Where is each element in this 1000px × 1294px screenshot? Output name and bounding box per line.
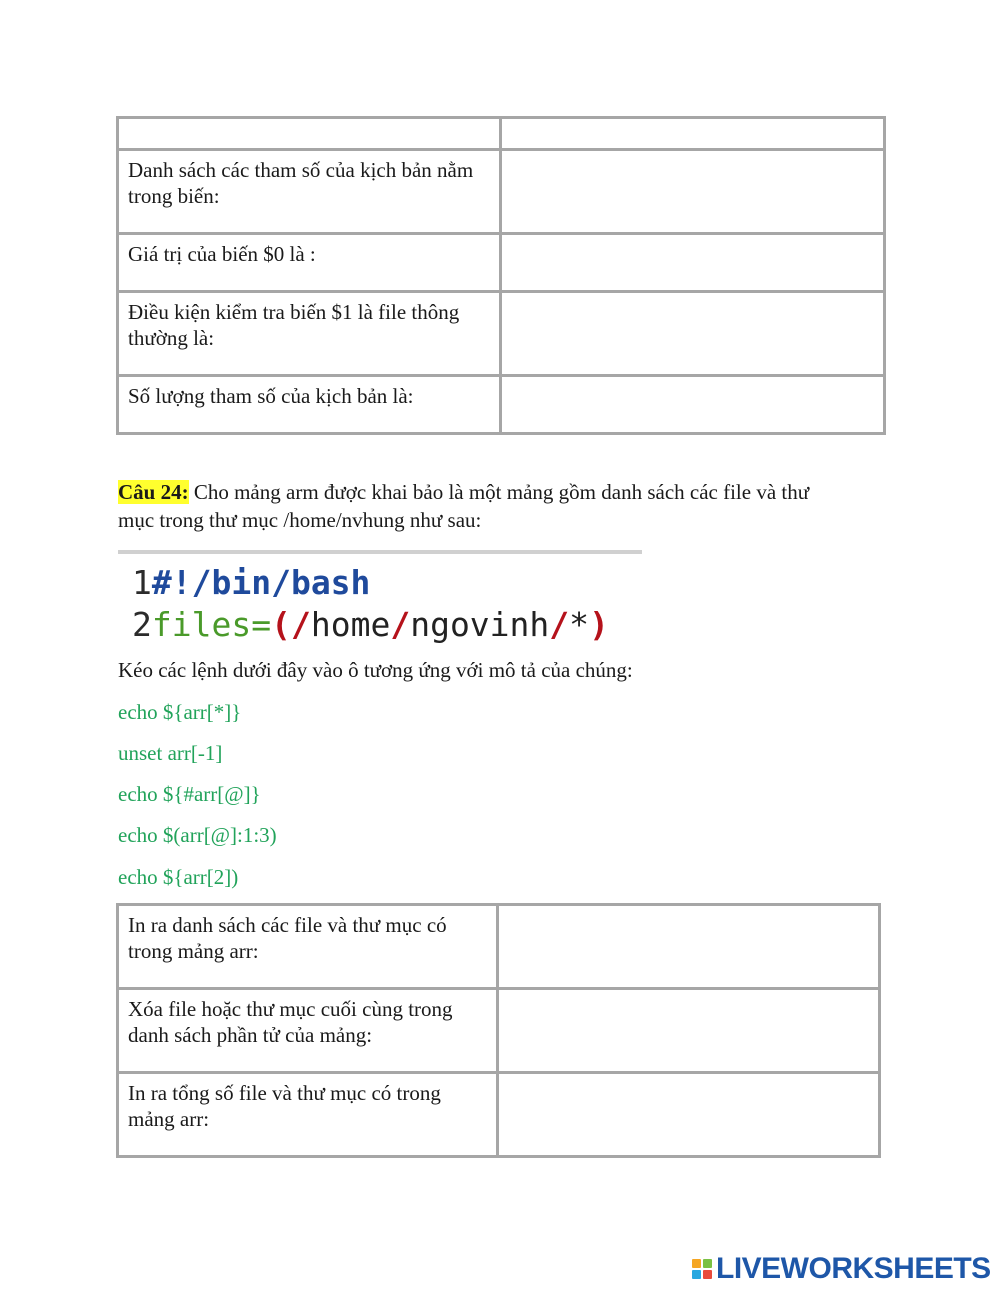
drag-option[interactable]: echo $(arr[@]:1:3) bbox=[118, 823, 277, 847]
drop-zone[interactable] bbox=[501, 376, 885, 434]
row-label: In ra tổng số file và thư mục có trong mảng arr: bbox=[118, 1073, 498, 1157]
drop-zone[interactable] bbox=[501, 118, 885, 150]
drop-zone[interactable] bbox=[498, 989, 880, 1073]
row-label: Xóa file hoặc thư mục cuối cùng trong danh sách phần tử của mảng: bbox=[118, 989, 498, 1073]
table-row bbox=[118, 905, 880, 989]
question-text-line-1 bbox=[118, 478, 888, 506]
logo-text: LIVEWORKSHEETS bbox=[716, 1252, 991, 1285]
description-table-1 bbox=[116, 116, 886, 435]
row-label: Số lượng tham số của kịch bản là: bbox=[118, 376, 501, 434]
drop-zone[interactable] bbox=[501, 234, 885, 292]
drag-option[interactable]: echo ${#arr[@]} bbox=[118, 782, 261, 806]
row-label: Điều kiện kiểm tra biến $1 là file thông thường là: bbox=[118, 292, 501, 376]
question-text: Cho mảng arm được khai bảo là một mảng gồm danh sách các file và thư bbox=[188, 480, 810, 504]
row-label: Giá trị của biến $0 là : bbox=[118, 234, 501, 292]
table-row bbox=[118, 150, 885, 234]
table-row bbox=[118, 292, 885, 376]
row-label bbox=[118, 118, 501, 150]
table-row bbox=[118, 989, 880, 1073]
row-label: In ra danh sách các file và thư mục có trong mảng arr: bbox=[118, 905, 498, 989]
liveworksheets-logo bbox=[692, 1254, 991, 1284]
instruction-text: Kéo các lệnh dưới đây vào ô tương ứng với mô tả của chúng: bbox=[118, 658, 633, 682]
code-line-1: 1#!/bin/bash bbox=[132, 563, 371, 602]
table-row bbox=[118, 1073, 880, 1157]
logo-square bbox=[703, 1259, 712, 1268]
logo-square bbox=[692, 1259, 701, 1268]
code-snippet-image bbox=[118, 550, 642, 644]
drop-zone[interactable] bbox=[501, 292, 885, 376]
code-line-2: 2files=(/home/ngovinh/*) bbox=[132, 605, 609, 644]
drag-option[interactable]: echo ${arr[2]) bbox=[118, 865, 239, 889]
table-row bbox=[118, 376, 885, 434]
table-row bbox=[118, 118, 885, 150]
drop-zone[interactable] bbox=[498, 1073, 880, 1157]
description-table-2 bbox=[116, 903, 881, 1158]
logo-mark-icon bbox=[692, 1259, 712, 1279]
logo-square bbox=[692, 1270, 701, 1279]
question-text-line-2: mục trong thư mục /home/nvhung như sau: bbox=[118, 508, 482, 532]
drag-option[interactable]: unset arr[-1] bbox=[118, 741, 223, 765]
table-row bbox=[118, 234, 885, 292]
row-label: Danh sách các tham số của kịch bản nằm trong biến: bbox=[118, 150, 501, 234]
drag-option[interactable]: echo ${arr[*]} bbox=[118, 700, 242, 724]
drop-zone[interactable] bbox=[501, 150, 885, 234]
question-number: Câu 24: bbox=[118, 480, 189, 504]
drop-zone[interactable] bbox=[498, 905, 880, 989]
logo-square bbox=[703, 1270, 712, 1279]
